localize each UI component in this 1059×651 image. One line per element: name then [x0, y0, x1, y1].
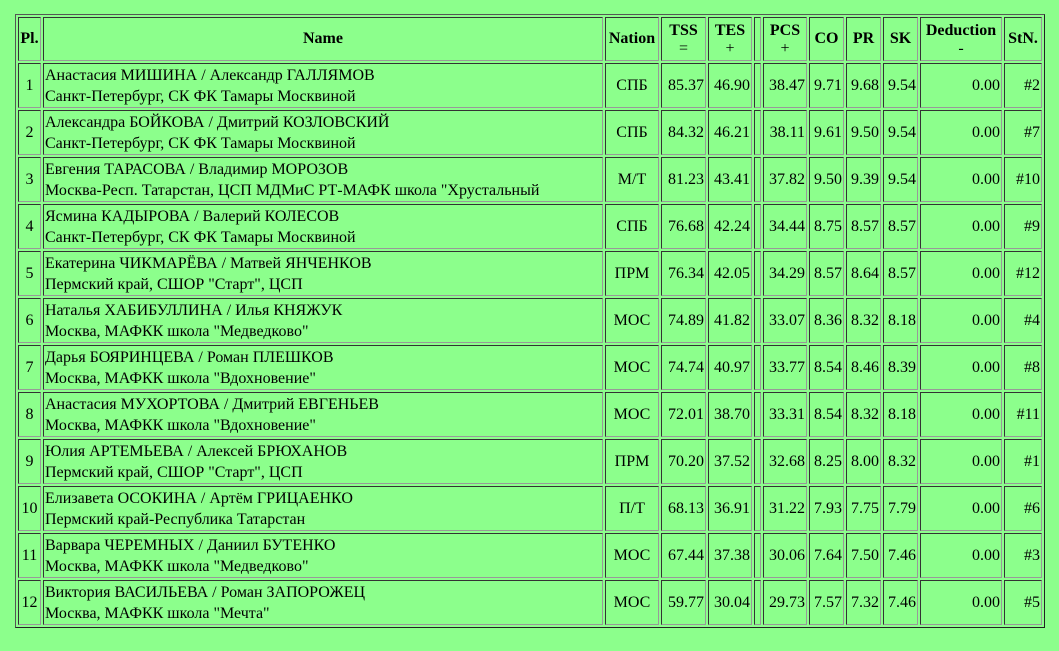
- name-cell: [43, 110, 603, 155]
- sk-cell: 8.57: [883, 251, 918, 296]
- spacer-cell: [754, 345, 761, 390]
- start-number-cell: #9: [1004, 204, 1042, 249]
- tss-cell: 70.20: [661, 439, 706, 484]
- tss-cell: 84.32: [661, 110, 706, 155]
- name-cell: [43, 486, 603, 531]
- nation-cell: СПБ: [605, 110, 659, 155]
- tss-cell: 85.37: [661, 63, 706, 108]
- club-name: Москва, МАФКК школа "Вдохновение": [45, 416, 316, 434]
- club-name: Москва, МАФКК школа "Вдохновение": [45, 369, 316, 387]
- pr-cell: 9.50: [846, 110, 881, 155]
- table-row: [18, 110, 1042, 155]
- sk-cell: 7.46: [883, 533, 918, 578]
- deduction-cell: 0.00: [920, 63, 1002, 108]
- tes-cell: 40.97: [708, 345, 752, 390]
- deduction-cell: 0.00: [920, 580, 1002, 625]
- name-cell: [43, 533, 603, 578]
- co-cell: 9.61: [809, 110, 844, 155]
- deduction-cell: 0.00: [920, 392, 1002, 437]
- header-tes-sub: +: [725, 40, 735, 57]
- header-spacer: [754, 17, 761, 61]
- pcs-cell: 30.06: [763, 533, 807, 578]
- nation-cell: П/Т: [605, 486, 659, 531]
- co-cell: 7.93: [809, 486, 844, 531]
- header-pcs-label: PCS: [769, 22, 801, 39]
- nation-cell: МОС: [605, 345, 659, 390]
- results-table: [15, 14, 1045, 628]
- deduction-cell: 0.00: [920, 251, 1002, 296]
- pr-cell: 8.00: [846, 439, 881, 484]
- spacer-cell: [754, 157, 761, 202]
- skater-names: Ясмина КАДЫРОВА / Валерий КОЛЕСОВ: [45, 207, 340, 225]
- place-cell: 4: [18, 204, 41, 249]
- co-cell: 8.36: [809, 298, 844, 343]
- club-name: Москва-Респ. Татарстан, ЦСП МДМиС РТ-МАФК школа "Хрустальный: [45, 181, 540, 199]
- spacer-cell: [754, 486, 761, 531]
- sk-cell: 9.54: [883, 110, 918, 155]
- start-number-cell: #6: [1004, 486, 1042, 531]
- nation-cell: МОС: [605, 298, 659, 343]
- pr-cell: 9.68: [846, 63, 881, 108]
- table-row: [18, 251, 1042, 296]
- tes-cell: 43.41: [708, 157, 752, 202]
- start-number-cell: #3: [1004, 533, 1042, 578]
- start-number-cell: #11: [1004, 392, 1042, 437]
- place-cell: 12: [18, 580, 41, 625]
- tss-cell: 67.44: [661, 533, 706, 578]
- club-name: Москва, МАФКК школа "Медведково": [45, 557, 309, 575]
- pr-cell: 8.46: [846, 345, 881, 390]
- tss-cell: 74.89: [661, 298, 706, 343]
- skater-names: Наталья ХАБИБУЛЛИНА / Илья КНЯЖУК: [45, 301, 343, 319]
- pcs-cell: 34.29: [763, 251, 807, 296]
- sk-cell: 8.32: [883, 439, 918, 484]
- results-header: [18, 17, 1042, 61]
- header-tes: [708, 17, 752, 61]
- start-number-cell: #4: [1004, 298, 1042, 343]
- pcs-cell: 33.77: [763, 345, 807, 390]
- place-cell: 9: [18, 439, 41, 484]
- club-name: Пермский край, СШОР "Старт", ЦСП: [45, 275, 303, 293]
- sk-cell: 8.39: [883, 345, 918, 390]
- tss-cell: 81.23: [661, 157, 706, 202]
- tes-cell: 41.82: [708, 298, 752, 343]
- nation-cell: МОС: [605, 533, 659, 578]
- pr-cell: 7.50: [846, 533, 881, 578]
- skater-names: Евгения ТАРАСОВА / Владимир МОРОЗОВ: [45, 160, 349, 178]
- header-name: Name: [43, 17, 603, 61]
- co-cell: 7.57: [809, 580, 844, 625]
- skater-names: Александра БОЙКОВА / Дмитрий КОЗЛОВСКИЙ: [45, 113, 390, 131]
- tss-cell: 76.68: [661, 204, 706, 249]
- pr-cell: 8.57: [846, 204, 881, 249]
- sk-cell: 9.54: [883, 63, 918, 108]
- nation-cell: МОС: [605, 392, 659, 437]
- nation-cell: ПРМ: [605, 439, 659, 484]
- header-pr: PR: [846, 17, 881, 61]
- table-row: [18, 486, 1042, 531]
- header-deduction-sub: -: [958, 40, 964, 57]
- name-cell: [43, 63, 603, 108]
- pr-cell: 7.32: [846, 580, 881, 625]
- skater-names: Виктория ВАСИЛЬЕВА / Роман ЗАПОРОЖЕЦ: [45, 583, 366, 601]
- header-tss-label: TSS: [669, 22, 698, 39]
- pr-cell: 8.32: [846, 392, 881, 437]
- header-start-number: StN.: [1004, 17, 1042, 61]
- tss-cell: 76.34: [661, 251, 706, 296]
- spacer-cell: [754, 439, 761, 484]
- pcs-cell: 33.31: [763, 392, 807, 437]
- tes-cell: 38.70: [708, 392, 752, 437]
- header-pcs: [763, 17, 807, 61]
- skater-names: Елизавета ОСОКИНА / Артём ГРИЦАЕНКО: [45, 489, 353, 507]
- spacer-cell: [754, 63, 761, 108]
- name-cell: [43, 251, 603, 296]
- table-row: [18, 345, 1042, 390]
- pcs-cell: 33.07: [763, 298, 807, 343]
- start-number-cell: #1: [1004, 439, 1042, 484]
- tes-cell: 36.91: [708, 486, 752, 531]
- spacer-cell: [754, 110, 761, 155]
- place-cell: 10: [18, 486, 41, 531]
- tes-cell: 42.05: [708, 251, 752, 296]
- co-cell: 8.75: [809, 204, 844, 249]
- co-cell: 8.25: [809, 439, 844, 484]
- tss-cell: 74.74: [661, 345, 706, 390]
- deduction-cell: 0.00: [920, 345, 1002, 390]
- club-name: Санкт-Петербург, СК ФК Тамары Москвиной: [45, 87, 356, 105]
- start-number-cell: #8: [1004, 345, 1042, 390]
- skater-names: Анастасия МУХОРТОВА / Дмитрий ЕВГЕНЬЕВ: [45, 395, 379, 413]
- pr-cell: 7.75: [846, 486, 881, 531]
- header-pcs-sub: +: [780, 40, 790, 57]
- skater-names: Екатерина ЧИКМАРЁВА / Матвей ЯНЧЕНКОВ: [45, 254, 372, 272]
- nation-cell: СПБ: [605, 204, 659, 249]
- tss-cell: 72.01: [661, 392, 706, 437]
- header-tss: [661, 17, 706, 61]
- header-tss-sub: =: [678, 40, 689, 57]
- pcs-cell: 34.44: [763, 204, 807, 249]
- name-cell: [43, 439, 603, 484]
- results-body: [18, 63, 1042, 625]
- header-tes-label: TES: [714, 22, 746, 39]
- place-cell: 8: [18, 392, 41, 437]
- deduction-cell: 0.00: [920, 439, 1002, 484]
- nation-cell: М/Т: [605, 157, 659, 202]
- tes-cell: 30.04: [708, 580, 752, 625]
- pcs-cell: 38.11: [763, 110, 807, 155]
- sk-cell: 7.79: [883, 486, 918, 531]
- header-co: CO: [809, 17, 844, 61]
- name-cell: [43, 345, 603, 390]
- place-cell: 11: [18, 533, 41, 578]
- skater-names: Анастасия МИШИНА / Александр ГАЛЛЯМОВ: [45, 66, 375, 84]
- place-cell: 5: [18, 251, 41, 296]
- place-cell: 2: [18, 110, 41, 155]
- co-cell: 9.71: [809, 63, 844, 108]
- skater-names: Юлия АРТЕМЬЕВА / Алексей БРЮХАНОВ: [45, 442, 348, 460]
- table-row: [18, 204, 1042, 249]
- nation-cell: ПРМ: [605, 251, 659, 296]
- skater-names: Варвара ЧЕРЕМНЫХ / Даниил БУТЕНКО: [45, 536, 336, 554]
- table-row: [18, 157, 1042, 202]
- co-cell: 8.57: [809, 251, 844, 296]
- spacer-cell: [754, 533, 761, 578]
- deduction-cell: 0.00: [920, 110, 1002, 155]
- club-name: Москва, МАФКК школа "Мечта": [45, 604, 270, 622]
- spacer-cell: [754, 392, 761, 437]
- tes-cell: 42.24: [708, 204, 752, 249]
- table-row: [18, 392, 1042, 437]
- table-row: [18, 439, 1042, 484]
- spacer-cell: [754, 251, 761, 296]
- pcs-cell: 29.73: [763, 580, 807, 625]
- tss-cell: 59.77: [661, 580, 706, 625]
- place-cell: 7: [18, 345, 41, 390]
- header-deduction: [920, 17, 1002, 61]
- tes-cell: 37.52: [708, 439, 752, 484]
- sk-cell: 8.18: [883, 298, 918, 343]
- sk-cell: 8.18: [883, 392, 918, 437]
- club-name: Москва, МАФКК школа "Медведково": [45, 322, 309, 340]
- start-number-cell: #2: [1004, 63, 1042, 108]
- pr-cell: 8.64: [846, 251, 881, 296]
- table-row: [18, 580, 1042, 625]
- pcs-cell: 38.47: [763, 63, 807, 108]
- deduction-cell: 0.00: [920, 486, 1002, 531]
- pcs-cell: 32.68: [763, 439, 807, 484]
- co-cell: 8.54: [809, 392, 844, 437]
- club-name: Пермский край-Республика Татарстан: [45, 510, 306, 528]
- club-name: Санкт-Петербург, СК ФК Тамары Москвиной: [45, 134, 356, 152]
- sk-cell: 9.54: [883, 157, 918, 202]
- co-cell: 9.50: [809, 157, 844, 202]
- nation-cell: МОС: [605, 580, 659, 625]
- table-row: [18, 298, 1042, 343]
- co-cell: 7.64: [809, 533, 844, 578]
- deduction-cell: 0.00: [920, 298, 1002, 343]
- tss-cell: 68.13: [661, 486, 706, 531]
- tes-cell: 46.90: [708, 63, 752, 108]
- place-cell: 1: [18, 63, 41, 108]
- nation-cell: СПБ: [605, 63, 659, 108]
- table-row: [18, 533, 1042, 578]
- start-number-cell: #7: [1004, 110, 1042, 155]
- pcs-cell: 31.22: [763, 486, 807, 531]
- name-cell: [43, 204, 603, 249]
- place-cell: 6: [18, 298, 41, 343]
- header-row: [18, 17, 1042, 61]
- deduction-cell: 0.00: [920, 533, 1002, 578]
- name-cell: [43, 580, 603, 625]
- spacer-cell: [754, 298, 761, 343]
- spacer-cell: [754, 580, 761, 625]
- pcs-cell: 37.82: [763, 157, 807, 202]
- pr-cell: 9.39: [846, 157, 881, 202]
- start-number-cell: #10: [1004, 157, 1042, 202]
- header-deduction-label: Deduction: [925, 22, 997, 39]
- table-row: [18, 63, 1042, 108]
- club-name: Пермский край, СШОР "Старт", ЦСП: [45, 463, 303, 481]
- header-place: Pl.: [18, 17, 41, 61]
- start-number-cell: #5: [1004, 580, 1042, 625]
- co-cell: 8.54: [809, 345, 844, 390]
- deduction-cell: 0.00: [920, 157, 1002, 202]
- header-sk: SK: [883, 17, 918, 61]
- deduction-cell: 0.00: [920, 204, 1002, 249]
- name-cell: [43, 157, 603, 202]
- sk-cell: 8.57: [883, 204, 918, 249]
- name-cell: [43, 392, 603, 437]
- header-nation: Nation: [605, 17, 659, 61]
- sk-cell: 7.46: [883, 580, 918, 625]
- skater-names: Дарья БОЯРИНЦЕВА / Роман ПЛЕШКОВ: [45, 348, 334, 366]
- name-cell: [43, 298, 603, 343]
- tes-cell: 46.21: [708, 110, 752, 155]
- place-cell: 3: [18, 157, 41, 202]
- club-name: Санкт-Петербург, СК ФК Тамары Москвиной: [45, 228, 356, 246]
- pr-cell: 8.32: [846, 298, 881, 343]
- spacer-cell: [754, 204, 761, 249]
- tes-cell: 37.38: [708, 533, 752, 578]
- start-number-cell: #12: [1004, 251, 1042, 296]
